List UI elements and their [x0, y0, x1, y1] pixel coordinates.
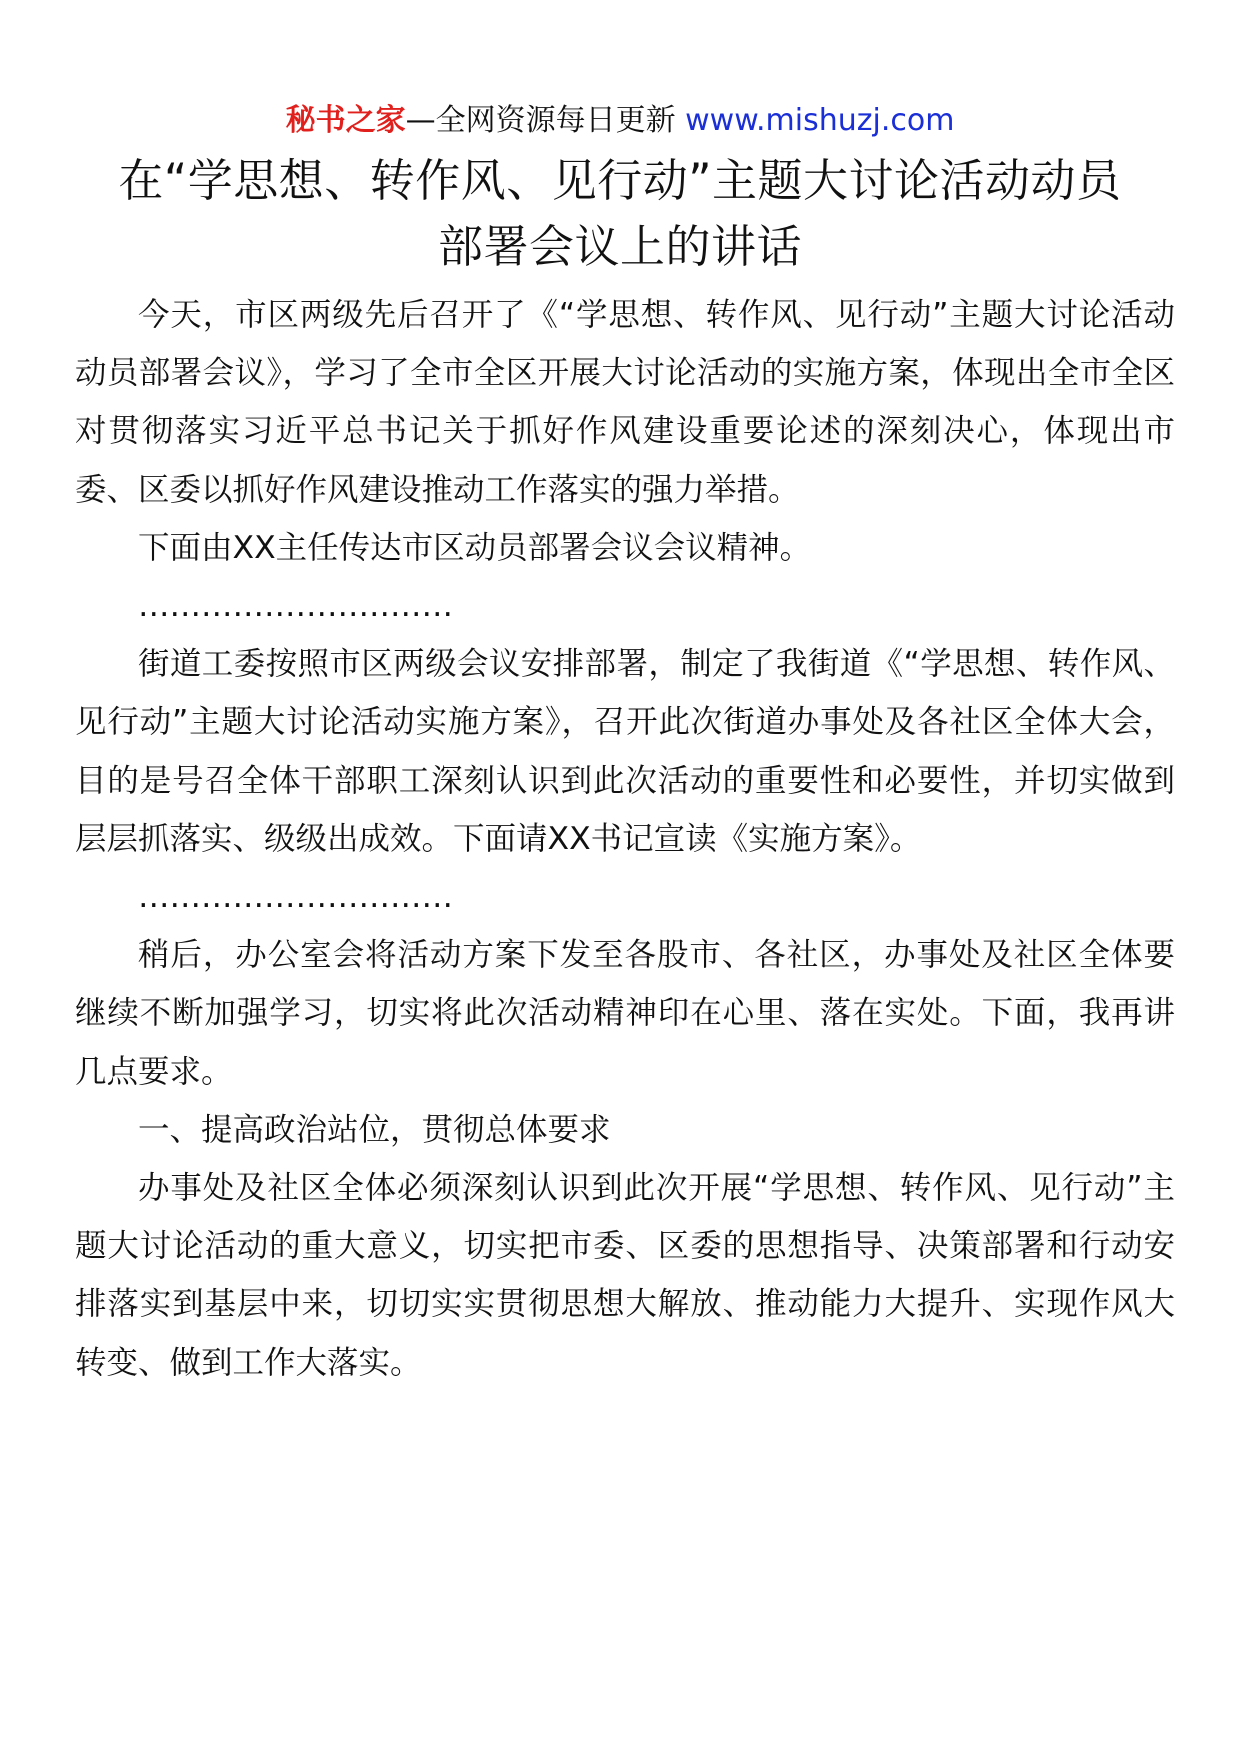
header-brand: 秘书之家 — [285, 103, 406, 138]
title-line-1: 在“学思想、转作风、见行动”主题大讨论活动动员 — [118, 154, 1122, 207]
document-title — [70, 148, 1170, 280]
paragraph-3: 街道工委按照市区两级会议安排部署，制定了我街道《“学思想、转作风、见行动”主题大讨论活动实施方案》，召开此次街道办事处及各社区全体大会，目的是号召全体干部职工深刻认识到此次活动的重要性和必要性，并切实做到层层抓落实、级级出成效。下面请XX书记宣读《实施方案》。 — [75, 646, 1175, 857]
paragraph-5: 办事处及社区全体必须深刻认识到此次开展“学思想、转作风、见行动”主题大讨论活动的重大意义，切实把市委、区委的思想指导、决策部署和行动安排落实到基层中来，切切实实贯彻思想大解放、推动能力大提升、实现作风大转变、做到工作大落实。 — [75, 1170, 1175, 1381]
paragraph-1: 今天，市区两级先后召开了《“学思想、转作风、见行动”主题大讨论活动动员部署会议》，学习了全市全区开展大讨论活动的实施方案，体现出全市全区对贯彻落实习近平总书记关于抓好作风建设重要论述的深刻决心，体现出市委、区委以抓好作风建设推动工作落实的强力举措。 — [75, 297, 1175, 508]
header-url-link[interactable]: www.mishuzj.com — [685, 103, 955, 138]
title-line-2: 部署会议上的讲话 — [437, 220, 802, 273]
ellipsis-separator-2: ………………………… — [138, 879, 453, 916]
header-slogan: —全网资源每日更新 — [405, 103, 676, 138]
watermark-header — [0, 101, 1240, 141]
paragraph-4: 稍后，办公室会将活动方案下发至各股市、各社区，办事处及社区全体要继续不断加强学习，切实将此次活动精神印在心里、落在实处。下面，我再讲几点要求。 — [75, 937, 1175, 1090]
document-body — [75, 286, 1175, 1392]
ellipsis-separator-1: ………………………… — [138, 588, 453, 625]
paragraph-2: 下面由XX主任传达市区动员部署会议会议精神。 — [138, 529, 812, 566]
section-heading-1: 一、提高政治站位，贯彻总体要求 — [138, 1111, 611, 1148]
